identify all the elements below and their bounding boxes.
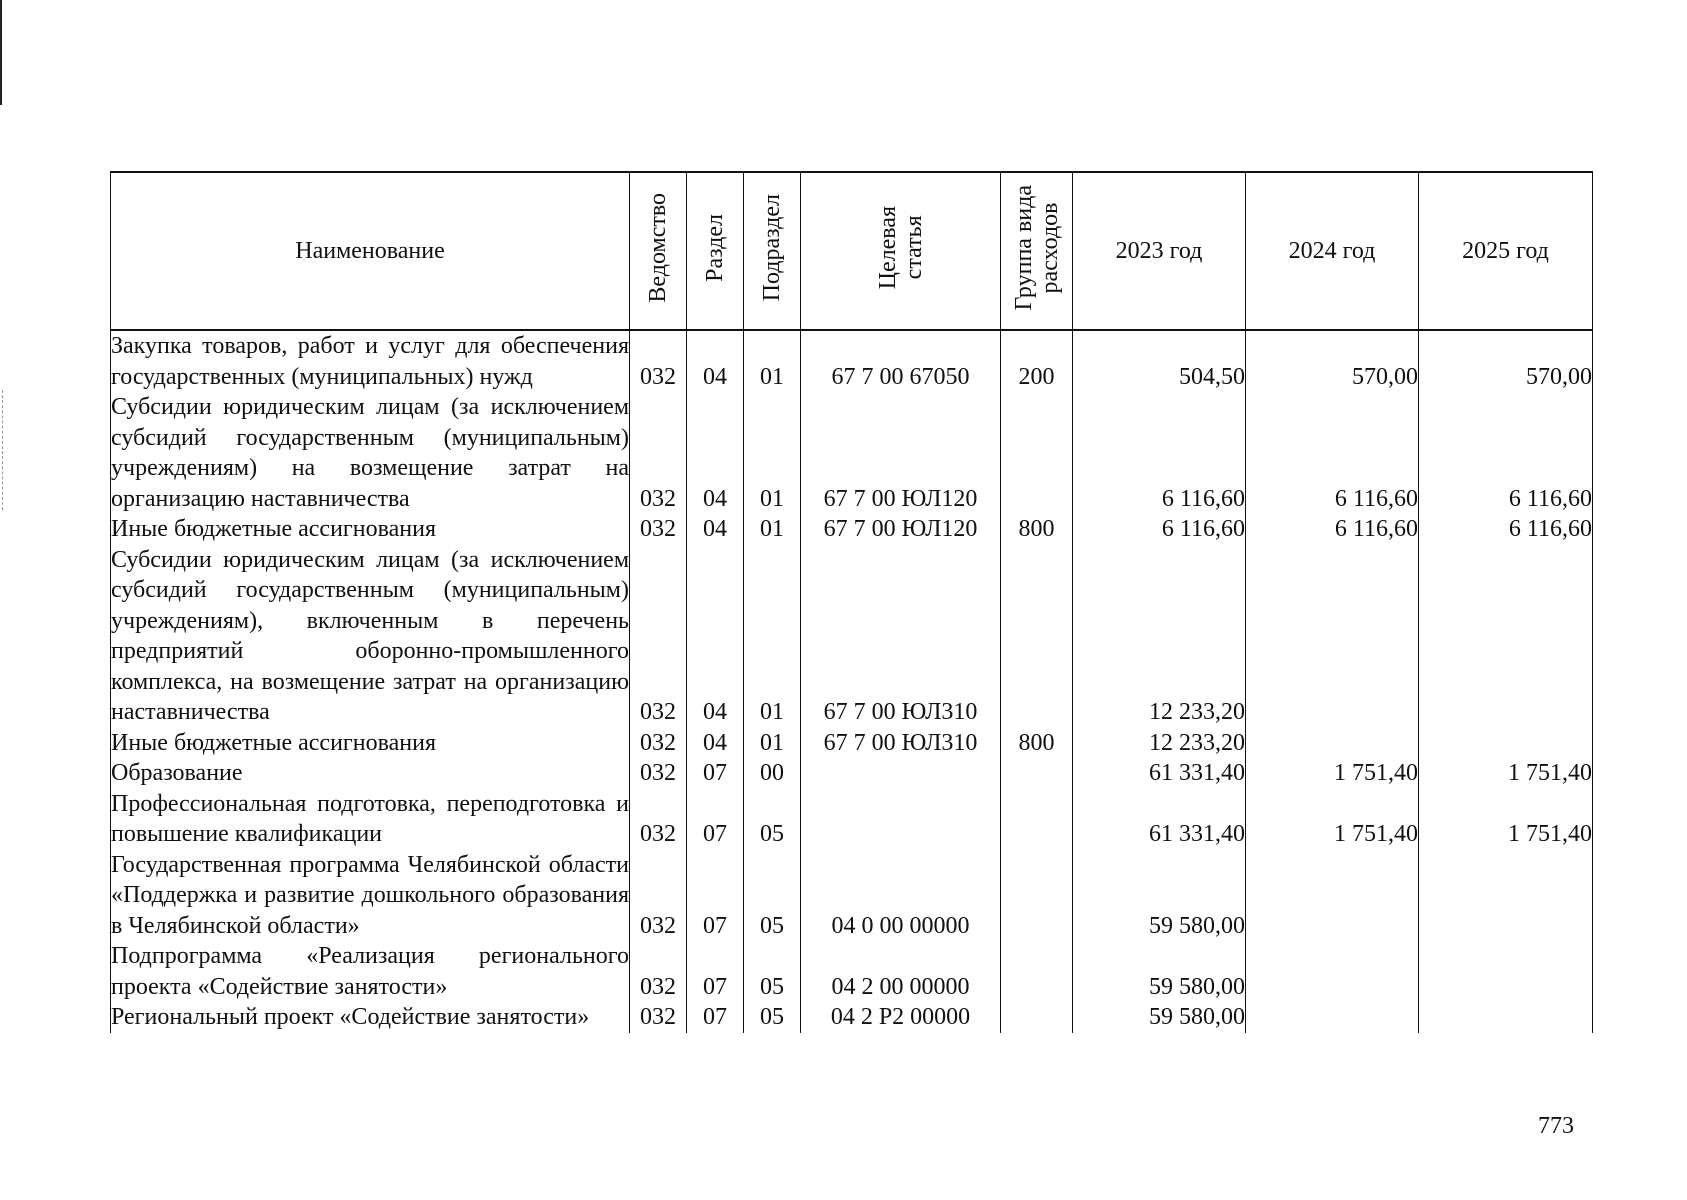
- row-expense-group: 200: [1001, 330, 1073, 392]
- row-target-article: [801, 758, 1001, 789]
- row-section: 07: [687, 850, 744, 942]
- table-row: [111, 850, 1593, 942]
- table-row: [111, 1002, 1593, 1033]
- budget-table: [110, 171, 1593, 1033]
- row-amount-2024: 6 116,60: [1246, 392, 1419, 514]
- row-amount-2024: 1 751,40: [1246, 758, 1419, 789]
- row-name: Образование: [111, 758, 630, 789]
- header-name: Наименование: [111, 172, 630, 330]
- table-row: [111, 392, 1593, 514]
- row-amount-2023: 61 331,40: [1073, 789, 1246, 850]
- row-subsection: 05: [744, 850, 801, 942]
- page-number: 773: [1538, 1113, 1574, 1139]
- header-department: Ведомство: [630, 172, 687, 330]
- row-amount-2025: 6 116,60: [1419, 514, 1593, 545]
- row-name: Субсидии юридическим лицам (за исключением субсидий государственным (муниципальным) учреждениям) на возмещение затрат на организацию наставничества: [111, 392, 630, 514]
- row-department: 032: [630, 330, 687, 392]
- row-subsection: 05: [744, 1002, 801, 1033]
- row-target-article: 67 7 00 67050: [801, 330, 1001, 392]
- row-section: 04: [687, 545, 744, 728]
- row-amount-2023: 59 580,00: [1073, 941, 1246, 1002]
- row-department: 032: [630, 728, 687, 759]
- header-subsection: Подраздел: [744, 172, 801, 330]
- row-amount-2025: 1 751,40: [1419, 758, 1593, 789]
- row-amount-2023: 12 233,20: [1073, 545, 1246, 728]
- row-amount-2023: 504,50: [1073, 330, 1246, 392]
- header-target-article: Целевая статья: [801, 172, 1001, 330]
- row-target-article: 04 2 P2 00000: [801, 1002, 1001, 1033]
- row-amount-2025: [1419, 941, 1593, 1002]
- row-name: Закупка товаров, работ и услуг для обеспечения государственных (муниципальных) нужд: [111, 330, 630, 392]
- row-target-article: [801, 789, 1001, 850]
- table-row: [111, 728, 1593, 759]
- row-amount-2024: 570,00: [1246, 330, 1419, 392]
- row-expense-group: [1001, 789, 1073, 850]
- row-target-article: 67 7 00 ЮЛ310: [801, 545, 1001, 728]
- row-expense-group: 800: [1001, 728, 1073, 759]
- row-expense-group: [1001, 392, 1073, 514]
- row-section: 04: [687, 728, 744, 759]
- row-subsection: 01: [744, 545, 801, 728]
- table-row: [111, 545, 1593, 728]
- row-expense-group: [1001, 850, 1073, 942]
- row-section: 04: [687, 330, 744, 392]
- table-row: [111, 330, 1593, 392]
- row-section: 07: [687, 789, 744, 850]
- row-amount-2024: [1246, 1002, 1419, 1033]
- row-amount-2024: [1246, 941, 1419, 1002]
- row-amount-2025: 1 751,40: [1419, 789, 1593, 850]
- row-name: Иные бюджетные ассигнования: [111, 514, 630, 545]
- row-amount-2023: 61 331,40: [1073, 758, 1246, 789]
- row-section: 04: [687, 514, 744, 545]
- row-expense-group: [1001, 758, 1073, 789]
- row-section: 07: [687, 941, 744, 1002]
- row-subsection: 01: [744, 392, 801, 514]
- row-name: Субсидии юридическим лицам (за исключением субсидий государственным (муниципальным) учреждениям), включенным в перечень предприятий оборонно-промышленного комплекса, на возмещение затрат на организацию наставничества: [111, 545, 630, 728]
- row-amount-2023: 6 116,60: [1073, 514, 1246, 545]
- row-department: 032: [630, 941, 687, 1002]
- row-target-article: 67 7 00 ЮЛ120: [801, 514, 1001, 545]
- row-target-article: 67 7 00 ЮЛ310: [801, 728, 1001, 759]
- row-subsection: 05: [744, 941, 801, 1002]
- row-amount-2023: 59 580,00: [1073, 1002, 1246, 1033]
- header-section: Раздел: [687, 172, 744, 330]
- row-amount-2023: 6 116,60: [1073, 392, 1246, 514]
- row-amount-2025: [1419, 728, 1593, 759]
- row-subsection: 00: [744, 758, 801, 789]
- row-target-article: 04 2 00 00000: [801, 941, 1001, 1002]
- row-department: 032: [630, 545, 687, 728]
- row-expense-group: [1001, 545, 1073, 728]
- row-amount-2024: 6 116,60: [1246, 514, 1419, 545]
- row-department: 032: [630, 1002, 687, 1033]
- row-amount-2025: [1419, 545, 1593, 728]
- row-section: 07: [687, 1002, 744, 1033]
- row-amount-2025: 570,00: [1419, 330, 1593, 392]
- table-row: [111, 789, 1593, 850]
- row-name: Государственная программа Челябинской области «Поддержка и развитие дошкольного образования в Челябинской области»: [111, 850, 630, 942]
- header-2025: 2025 год: [1419, 172, 1593, 330]
- row-name: Региональный проект «Содействие занятости»: [111, 1002, 630, 1033]
- row-department: 032: [630, 392, 687, 514]
- scan-left-dashed-mark: [2, 390, 4, 510]
- row-subsection: 01: [744, 514, 801, 545]
- row-expense-group: [1001, 1002, 1073, 1033]
- header-2023: 2023 год: [1073, 172, 1246, 330]
- row-amount-2023: 59 580,00: [1073, 850, 1246, 942]
- row-amount-2024: [1246, 850, 1419, 942]
- row-amount-2024: [1246, 545, 1419, 728]
- row-amount-2025: [1419, 850, 1593, 942]
- row-expense-group: 800: [1001, 514, 1073, 545]
- row-amount-2024: [1246, 728, 1419, 759]
- row-department: 032: [630, 850, 687, 942]
- row-target-article: 67 7 00 ЮЛ120: [801, 392, 1001, 514]
- row-department: 032: [630, 514, 687, 545]
- row-amount-2025: [1419, 1002, 1593, 1033]
- scan-left-edge-line: [0, 0, 2, 105]
- row-amount-2024: 1 751,40: [1246, 789, 1419, 850]
- row-amount-2025: 6 116,60: [1419, 392, 1593, 514]
- row-name: Профессиональная подготовка, переподготовка и повышение квалификации: [111, 789, 630, 850]
- row-name: Иные бюджетные ассигнования: [111, 728, 630, 759]
- row-target-article: 04 0 00 00000: [801, 850, 1001, 942]
- table-header: [111, 172, 1593, 330]
- row-section: 07: [687, 758, 744, 789]
- row-amount-2023: 12 233,20: [1073, 728, 1246, 759]
- row-department: 032: [630, 758, 687, 789]
- row-expense-group: [1001, 941, 1073, 1002]
- table-row: [111, 941, 1593, 1002]
- row-subsection: 05: [744, 789, 801, 850]
- table-body: [111, 330, 1593, 1033]
- row-subsection: 01: [744, 728, 801, 759]
- table-row: [111, 514, 1593, 545]
- row-department: 032: [630, 789, 687, 850]
- row-name: Подпрограмма «Реализация регионального проекта «Содействие занятости»: [111, 941, 630, 1002]
- table-row: [111, 758, 1593, 789]
- row-subsection: 01: [744, 330, 801, 392]
- header-expense-group: Группа вида расходов: [1001, 172, 1073, 330]
- row-section: 04: [687, 392, 744, 514]
- header-2024: 2024 год: [1246, 172, 1419, 330]
